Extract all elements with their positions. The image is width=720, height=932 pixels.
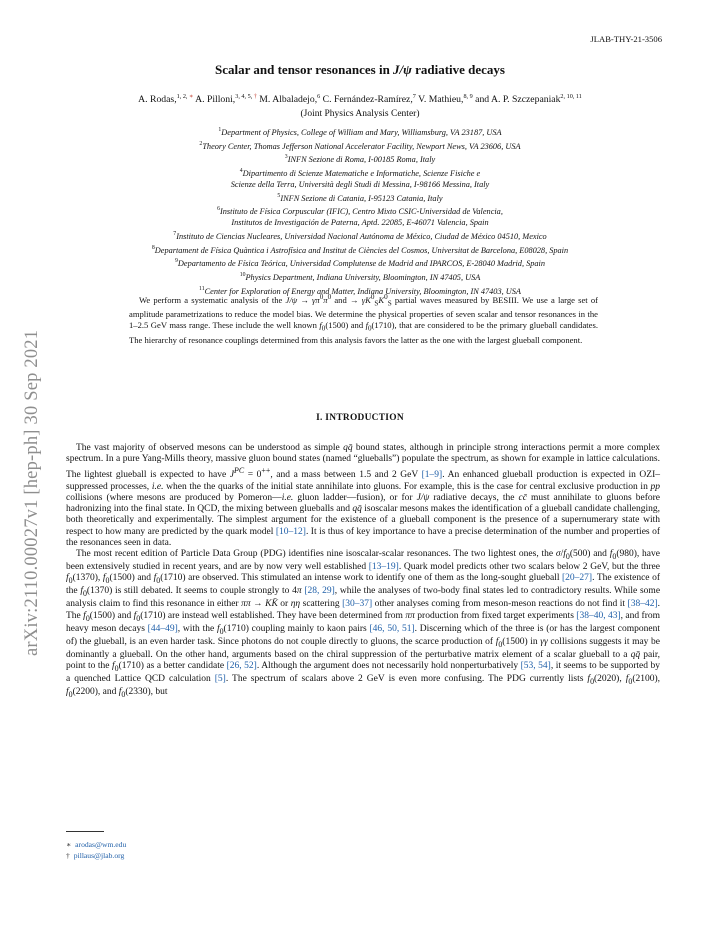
affiliation: $^{10}$Physics Department, Indiana University, Bloomington, IN 47405, USA	[239, 271, 481, 282]
citation-link[interactable]: [38–40, 43]	[576, 610, 621, 621]
footnote: ∗ arodas@wm.edu	[66, 840, 127, 849]
citation-link[interactable]: [5]	[214, 674, 226, 685]
footnote-rule	[66, 831, 104, 832]
citation-link[interactable]: [20–27]	[562, 573, 593, 584]
citation-link[interactable]: [46, 50, 51]	[369, 623, 415, 634]
citation-link[interactable]: [10–12]	[275, 526, 306, 537]
affiliation: $^{11}$Center for Exploration of Energy and Matter, Indiana University, Bloomington, IN 47403, USA	[199, 285, 521, 296]
email-link[interactable]: pillaus@jlab.org	[73, 850, 125, 860]
affiliation: $^3$INFN Sezione di Roma, I-00185 Roma, Italy	[284, 154, 436, 165]
affiliation: $^5$INFN Sezione di Catania, I-95123 Catania, Italy	[277, 192, 443, 203]
footnote: † pillaus@jlab.org	[66, 850, 125, 860]
affiliation: $^6$Instituto de Física Corpuscular (IFIC), Centro Mixto CSIC-Universidad de Valencia,	[217, 206, 503, 217]
affiliation: $^4$Dipartimento di Scienze Matematiche e Informatiche, Scienze Fisiche e	[239, 168, 481, 178]
paragraph: The vast majority of observed mesons can be understood as simple qq̄ bound states, although in principle strong interactions permit a more complex spectrum. In a pure Yang-Mills theory, massive gluon bound states (named “glueballs”) populate the spectrum, as shown for example in lattice calculations. The lightest glueball is expected to have $J^{PC} = 0^{++}$, and a mass between 1.5 and 2 GeV [1–9]. An enhanced glueball production is expected in OZI–suppressed processes, i.e. when the the quarks of the initial state annihilate into gluons. For example, this is the case for central exclusive production in pp collisions (where mesons are produced by Pomeron—i.e. gluon ladder—fusion), or for J/ψ radiative decays, the cc̄ must annihilate to gluons before hadronizing into the final state. In QCD, the mixing between glueballs and qq̄ isoscalar mesons makes the identification of a glueball candidate challenging, both theoretically and experimentally. The simplest argument for the existence of a glueball component is the presence of a supernumerary state with respect to how many are predicted by the quark model [10–12]. It is thus of key importance to have a precise determination of the number and properties of the resonances seen in data.	[66, 443, 661, 548]
abstract: We perform a systematic analysis of the $J/\psi \to \gamma\pi^0\pi^0$ and → $\gamma K^0_SK^0_S$ partial waves measured by BESIII. We use a large set of amplitude parametrizations to reduce the model bias. We determine the physical properties of seven scalar and tensor resonances in the 1–2.5 GeV mass range. These include the well known $f_0(1500)$ and $f_0(1710)$, that are considered to be the primary glueball candidates. The hierarchy of resonance couplings determined from this analysis favors the latter as the one with the largest glueball component.	[129, 293, 599, 346]
paragraph: The most recent edition of Particle Data Group (PDG) identifies nine isoscalar-scalar resonances. The two lightest ones, the $\sigma/f_0(500)$ and $f_0(980)$, have been extensively studied in recent years, and are by now very well established [13–19]. Quark model predicts other two scalars below 2 GeV, but the three $f_0(1370)$, $f_0(1500)$ and $f_0(1710)$ are observed. This stimulated an intense work to identify one of them as the long-sought glueball [20–27]. The existence of the $f_0(1370)$ is still debated. It seems to couple strongly to 4π [28, 29], while the analyses of two-body final states led to contradictory results. While some analysis claim to find this resonance in either ππ → KK̄ or ηη scattering [30–37] other analyses coming from meson-meson reactions do not find it [38–42]. The $f_0(1500)$ and $f_0(1710)$ are instead well established. They have been determined from ππ production from fixed target experiments [38–40, 43], and from heavy meson decays [44–49], with the $f_0(1710)$ coupling mainly to kaon pairs [46, 50, 51]. Discerning which of the three is (or has the largest component of) the glueball, is an even harder task. Since photons do not couple directly to gluons, the scarce production of $f_0(1500)$ in γγ collisions suggests it may be dominantly a glueball. On the other hand, arguments based on the chiral suppression of the perturbative matrix element of a scalar glueball to a qq̄ pair, point to the $f_0(1710)$ as a better candidate [26, 52]. Although the argument does not necessarily hold nonperturbatively [53, 54], it seems to be supported by a quenched Lattice QCD calculation [5]. The spectrum of scalars above 2 GeV is even more confusing. The PDG currently lists $f_0(2020)$, $f_0(2100)$, $f_0(2200)$, and $f_0(2330)$, but	[66, 548, 661, 700]
citation-link[interactable]: [1–9]	[421, 470, 443, 481]
affiliation: $^9$Departamento de Física Teórica, Universidad Complutense de Madrid and IPARCOS, E-28040 Madrid, Spain	[174, 258, 545, 268]
report-number: JLAB-THY-21-3506	[590, 34, 662, 44]
citation-link[interactable]: [53, 54]	[520, 661, 551, 672]
citation-link[interactable]: [13–19]	[368, 562, 399, 573]
arxiv-identifier-stamp: arXiv:2110.00027v1 [hep-ph] 30 Sep 2021	[22, 329, 42, 656]
citation-link[interactable]: [44–49]	[147, 623, 178, 634]
author-list: A. Rodas,$^{1, 2, ∗}$ A. Pilloni,$^{3, 4, 5, \dagger}$ M. Albaladejo,$^6$ C. Fernández-Ramírez,$^7$ V. Mathieu,$^{8, 9}$ and A. P. Szczepaniak$^{2, 10, 11}$	[138, 93, 582, 106]
affiliation: Scienze della Terra, Università degli Studi di Messina, I-98166 Messina, Italy	[230, 179, 490, 189]
affiliation: Institutos de Investigación de Paterna, Aptd. 22085, E-46071 Valencia, Spain	[231, 217, 489, 227]
affiliation: $^1$Department of Physics, College of William and Mary, Williamsburg, VA 23187, USA	[218, 127, 502, 137]
citation-link[interactable]: [38–42]	[627, 599, 658, 610]
affiliation-list	[0, 125, 720, 297]
citation-link[interactable]: [30–37]	[342, 599, 373, 610]
citation-link[interactable]: [28, 29]	[304, 586, 335, 597]
email-link[interactable]: arodas@wm.edu	[75, 840, 127, 849]
section-heading: I. INTRODUCTION	[316, 413, 404, 423]
citation-link[interactable]: [26, 52]	[226, 661, 257, 672]
paper-title: Scalar and tensor resonances in J/ψ radiative decays	[215, 62, 505, 77]
introduction-text	[66, 443, 660, 700]
footnotes	[66, 840, 126, 861]
affiliation: $^2$Theory Center, Thomas Jefferson National Accelerator Facility, Newport News, VA 23606, USA	[199, 140, 521, 151]
collaboration-name: (Joint Physics Analysis Center)	[300, 109, 420, 119]
affiliation: $^7$Instituto de Ciencias Nucleares, Universidad Nacional Autónoma de México, Ciudad de México 04510, Mexico	[173, 230, 547, 241]
affiliation: $^8$Departament de Física Quàntica i Astrofísica and Institut de Ciències del Cosmos, Universitat de Barcelona, E08028, Spain	[151, 244, 569, 255]
